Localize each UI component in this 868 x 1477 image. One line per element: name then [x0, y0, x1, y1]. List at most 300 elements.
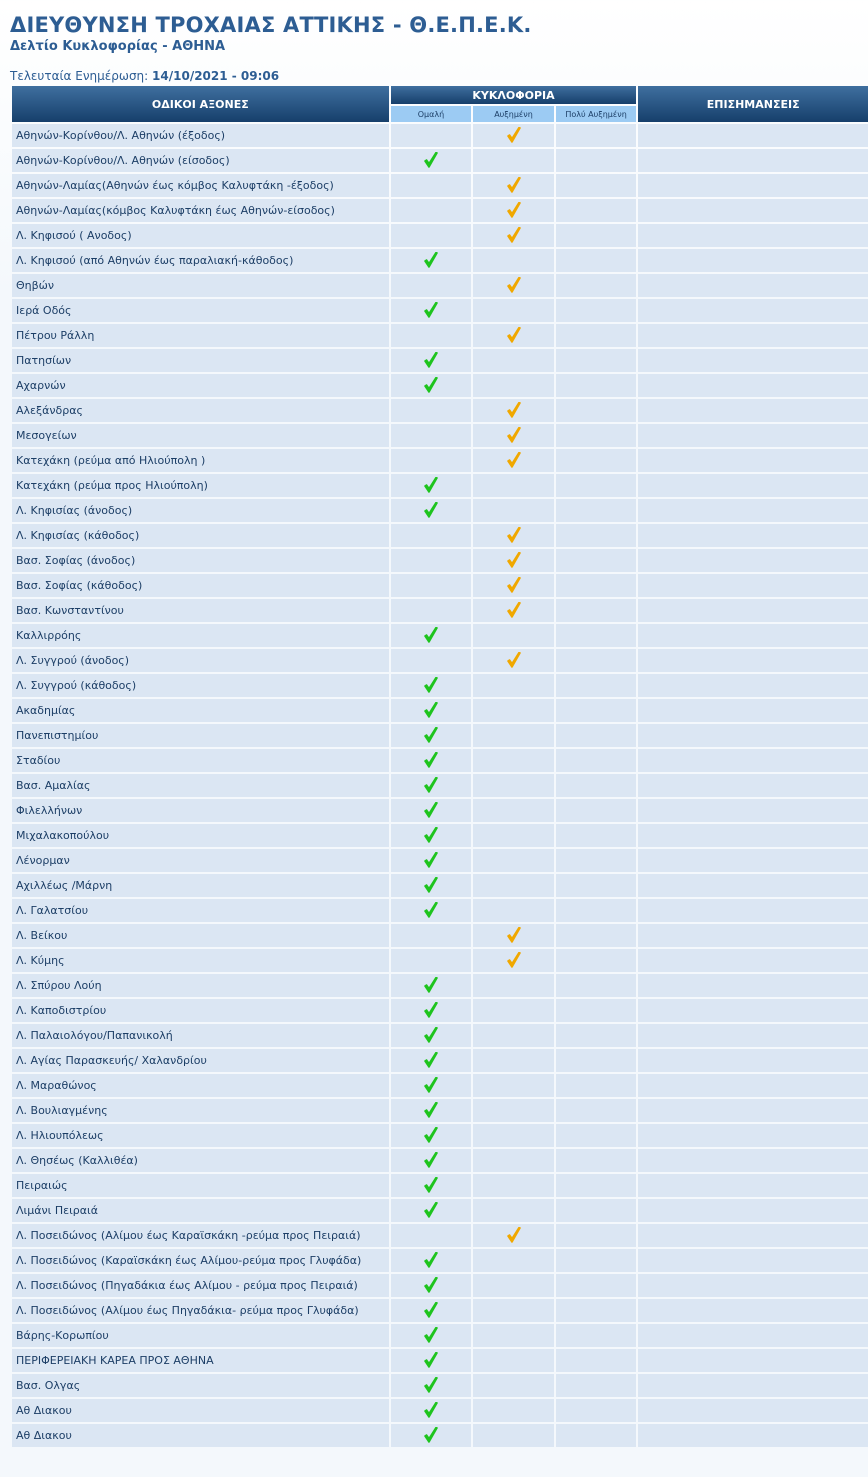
road-name: Βάρης-Κορωπίου — [12, 1324, 389, 1347]
status-cell-very — [556, 324, 637, 347]
road-name: Βασ. Ολγας — [12, 1374, 389, 1397]
green-check-icon — [424, 1102, 438, 1119]
status-cell-increased — [473, 574, 554, 597]
header-roads: ΟΔΙΚΟΙ ΑΞΟΝΕΣ — [12, 86, 389, 122]
status-cell-very — [556, 624, 637, 647]
orange-check-icon — [507, 452, 521, 469]
status-cell-very — [556, 1424, 637, 1447]
status-cell-normal — [391, 1224, 472, 1247]
green-check-icon — [424, 1052, 438, 1069]
status-cell-normal — [391, 824, 472, 847]
orange-check-icon — [507, 327, 521, 344]
status-cell-normal — [391, 1024, 472, 1047]
green-check-icon — [424, 877, 438, 894]
status-cell-very — [556, 199, 637, 222]
status-cell-very — [556, 1049, 637, 1072]
status-cell-normal — [391, 1099, 472, 1122]
page-header — [0, 0, 868, 83]
road-name: Λ. Ποσειδώνος (Αλίμου έως Πηγαδάκια- ρεύμα προς Γλυφάδα) — [12, 1299, 389, 1322]
road-name: Λ. Σπύρου Λούη — [12, 974, 389, 997]
status-cell-very — [556, 1149, 637, 1172]
status-cell-normal — [391, 649, 472, 672]
status-cell-normal — [391, 849, 472, 872]
status-cell-very — [556, 749, 637, 772]
notes-cell — [638, 174, 868, 197]
road-name: Λ. Μαραθώνος — [12, 1074, 389, 1097]
status-cell-increased — [473, 974, 554, 997]
road-name: Βασ. Κωνσταντίνου — [12, 599, 389, 622]
notes-cell — [638, 449, 868, 472]
table-row — [12, 874, 868, 897]
status-cell-normal — [391, 999, 472, 1022]
road-name: Λ. Συγγρού (κάθοδος) — [12, 674, 389, 697]
status-cell-normal — [391, 724, 472, 747]
orange-check-icon — [507, 427, 521, 444]
green-check-icon — [424, 777, 438, 794]
table-row — [12, 924, 868, 947]
notes-cell — [638, 274, 868, 297]
notes-cell — [638, 424, 868, 447]
green-check-icon — [424, 1352, 438, 1369]
notes-cell — [638, 399, 868, 422]
status-cell-very — [556, 1199, 637, 1222]
table-row — [12, 1249, 868, 1272]
table-row — [12, 999, 868, 1022]
status-cell-normal — [391, 174, 472, 197]
table-row — [12, 1424, 868, 1447]
green-check-icon — [424, 1077, 438, 1094]
status-cell-very — [556, 299, 637, 322]
orange-check-icon — [507, 177, 521, 194]
notes-cell — [638, 574, 868, 597]
table-row — [12, 1299, 868, 1322]
road-name: Βασ. Σοφίας (άνοδος) — [12, 549, 389, 572]
status-cell-very — [556, 1024, 637, 1047]
status-cell-increased — [473, 699, 554, 722]
status-cell-increased — [473, 1299, 554, 1322]
status-cell-increased — [473, 524, 554, 547]
notes-cell — [638, 599, 868, 622]
status-cell-normal — [391, 399, 472, 422]
orange-check-icon — [507, 277, 521, 294]
road-name: Λ. Ηλιουπόλεως — [12, 1124, 389, 1147]
notes-cell — [638, 1299, 868, 1322]
table-row — [12, 424, 868, 447]
notes-cell — [638, 1199, 868, 1222]
notes-cell — [638, 724, 868, 747]
status-cell-increased — [473, 324, 554, 347]
table-row — [12, 449, 868, 472]
status-cell-very — [556, 1224, 637, 1247]
status-cell-very — [556, 1249, 637, 1272]
status-cell-very — [556, 799, 637, 822]
notes-cell — [638, 1149, 868, 1172]
status-cell-increased — [473, 549, 554, 572]
status-cell-normal — [391, 599, 472, 622]
notes-cell — [638, 549, 868, 572]
road-name: Θηβών — [12, 274, 389, 297]
status-cell-normal — [391, 149, 472, 172]
notes-cell — [638, 749, 868, 772]
status-cell-normal — [391, 799, 472, 822]
road-name: Ιερά Οδός — [12, 299, 389, 322]
notes-cell — [638, 874, 868, 897]
status-cell-normal — [391, 924, 472, 947]
status-cell-increased — [473, 599, 554, 622]
status-cell-increased — [473, 1049, 554, 1072]
orange-check-icon — [507, 952, 521, 969]
table-row — [12, 1124, 868, 1147]
notes-cell — [638, 799, 868, 822]
notes-cell — [638, 199, 868, 222]
green-check-icon — [424, 1002, 438, 1019]
status-cell-very — [556, 599, 637, 622]
status-cell-normal — [391, 1149, 472, 1172]
status-cell-very — [556, 824, 637, 847]
road-name: Λ. Ποσειδώνος (Πηγαδάκια έως Αλίμου - ρεύμα προς Πειραιά) — [12, 1274, 389, 1297]
status-cell-normal — [391, 1249, 472, 1272]
status-cell-normal — [391, 349, 472, 372]
table-row — [12, 624, 868, 647]
green-check-icon — [424, 1427, 438, 1444]
notes-cell — [638, 499, 868, 522]
table-row — [12, 1274, 868, 1297]
green-check-icon — [424, 1152, 438, 1169]
orange-check-icon — [507, 927, 521, 944]
last-update — [10, 69, 868, 83]
table-row — [12, 174, 868, 197]
last-update-value: 14/10/2021 - 09:06 — [152, 69, 280, 83]
status-cell-increased — [473, 1274, 554, 1297]
table-row — [12, 824, 868, 847]
status-cell-increased — [473, 1324, 554, 1347]
green-check-icon — [424, 1377, 438, 1394]
traffic-rows — [12, 124, 868, 1447]
notes-cell — [638, 1024, 868, 1047]
road-name: Λιμάνι Πειραιά — [12, 1199, 389, 1222]
status-cell-increased — [473, 149, 554, 172]
status-cell-increased — [473, 1349, 554, 1372]
notes-cell — [638, 349, 868, 372]
status-cell-normal — [391, 124, 472, 147]
status-cell-normal — [391, 1349, 472, 1372]
orange-check-icon — [507, 577, 521, 594]
green-check-icon — [424, 1127, 438, 1144]
road-name: Πέτρου Ράλλη — [12, 324, 389, 347]
status-cell-increased — [473, 374, 554, 397]
notes-cell — [638, 649, 868, 672]
status-cell-very — [556, 1324, 637, 1347]
status-cell-normal — [391, 374, 472, 397]
notes-cell — [638, 974, 868, 997]
road-name: Λ. Συγγρού (άνοδος) — [12, 649, 389, 672]
table-row — [12, 249, 868, 272]
green-check-icon — [424, 802, 438, 819]
status-cell-very — [556, 1399, 637, 1422]
table-row — [12, 199, 868, 222]
status-cell-very — [556, 674, 637, 697]
notes-cell — [638, 999, 868, 1022]
green-check-icon — [424, 1302, 438, 1319]
orange-check-icon — [507, 202, 521, 219]
table-row — [12, 849, 868, 872]
notes-cell — [638, 224, 868, 247]
status-cell-normal — [391, 224, 472, 247]
status-cell-normal — [391, 1324, 472, 1347]
road-name: Καλλιρρόης — [12, 624, 389, 647]
status-cell-increased — [473, 724, 554, 747]
status-cell-increased — [473, 949, 554, 972]
table-row — [12, 674, 868, 697]
status-cell-normal — [391, 699, 472, 722]
status-cell-increased — [473, 499, 554, 522]
road-name: Μιχαλακοπούλου — [12, 824, 389, 847]
road-name: Αθηνών-Κορίνθου/Λ. Αθηνών (έξοδος) — [12, 124, 389, 147]
road-name: Αθ Διακου — [12, 1424, 389, 1447]
road-name: Λ. Βείκου — [12, 924, 389, 947]
status-cell-increased — [473, 1199, 554, 1222]
status-cell-very — [556, 574, 637, 597]
road-name: Κατεχάκη (ρεύμα από Ηλιούπολη ) — [12, 449, 389, 472]
green-check-icon — [424, 1177, 438, 1194]
notes-cell — [638, 1249, 868, 1272]
status-cell-normal — [391, 1199, 472, 1222]
notes-cell — [638, 674, 868, 697]
status-cell-very — [556, 549, 637, 572]
status-cell-very — [556, 1074, 637, 1097]
status-cell-very — [556, 999, 637, 1022]
status-cell-normal — [391, 1049, 472, 1072]
orange-check-icon — [507, 1227, 521, 1244]
status-cell-normal — [391, 674, 472, 697]
road-name: Λ. Βουλιαγμένης — [12, 1099, 389, 1122]
road-name: Λ. Κύμης — [12, 949, 389, 972]
table-row — [12, 374, 868, 397]
status-cell-normal — [391, 1299, 472, 1322]
status-cell-increased — [473, 1124, 554, 1147]
road-name: Λ. Κηφισού (από Αθηνών έως παραλιακή-κάθοδος) — [12, 249, 389, 272]
orange-check-icon — [507, 652, 521, 669]
notes-cell — [638, 1324, 868, 1347]
table-row — [12, 1399, 868, 1422]
table-row — [12, 124, 868, 147]
status-cell-increased — [473, 924, 554, 947]
notes-cell — [638, 1099, 868, 1122]
table-row — [12, 799, 868, 822]
status-cell-normal — [391, 499, 472, 522]
status-cell-increased — [473, 249, 554, 272]
status-cell-very — [556, 249, 637, 272]
green-check-icon — [424, 627, 438, 644]
status-cell-very — [556, 274, 637, 297]
header-increased: Αυξημένη — [473, 106, 554, 122]
road-name: Σταδίου — [12, 749, 389, 772]
status-cell-increased — [473, 774, 554, 797]
table-row — [12, 899, 868, 922]
status-cell-normal — [391, 549, 472, 572]
status-cell-very — [556, 474, 637, 497]
page-title: ΔΙΕΥΘΥΝΣΗ ΤΡΟΧΑΙΑΣ ΑΤΤΙΚΗΣ - Θ.Ε.Π.Ε.Κ. — [10, 13, 532, 37]
notes-cell — [638, 124, 868, 147]
status-cell-very — [556, 949, 637, 972]
notes-cell — [638, 1049, 868, 1072]
status-cell-very — [556, 149, 637, 172]
status-cell-very — [556, 1124, 637, 1147]
notes-cell — [638, 824, 868, 847]
table-row — [12, 524, 868, 547]
green-check-icon — [424, 727, 438, 744]
road-name: ΠΕΡΙΦΕΡΕΙΑΚΗ ΚΑΡΕΑ ΠΡΟΣ ΑΘΗΝΑ — [12, 1349, 389, 1372]
status-cell-increased — [473, 199, 554, 222]
road-name: Αθηνών-Κορίνθου/Λ. Αθηνών (είσοδος) — [12, 149, 389, 172]
status-cell-very — [556, 349, 637, 372]
table-row — [12, 749, 868, 772]
status-cell-increased — [473, 874, 554, 897]
status-cell-normal — [391, 324, 472, 347]
notes-cell — [638, 299, 868, 322]
status-cell-increased — [473, 399, 554, 422]
status-cell-increased — [473, 1099, 554, 1122]
table-row — [12, 324, 868, 347]
status-cell-very — [556, 1174, 637, 1197]
status-cell-increased — [473, 1399, 554, 1422]
green-check-icon — [424, 352, 438, 369]
notes-cell — [638, 899, 868, 922]
green-check-icon — [424, 827, 438, 844]
status-cell-normal — [391, 1274, 472, 1297]
traffic-table — [10, 84, 868, 1449]
status-cell-increased — [473, 124, 554, 147]
table-row — [12, 724, 868, 747]
status-cell-very — [556, 424, 637, 447]
status-cell-very — [556, 774, 637, 797]
status-cell-normal — [391, 1374, 472, 1397]
green-check-icon — [424, 1402, 438, 1419]
table-row — [12, 774, 868, 797]
orange-check-icon — [507, 402, 521, 419]
notes-cell — [638, 374, 868, 397]
notes-cell — [638, 524, 868, 547]
road-name: Αθηνών-Λαμίας(Αθηνών έως κόμβος Καλυφτάκη -έξοδος) — [12, 174, 389, 197]
orange-check-icon — [507, 602, 521, 619]
table-row — [12, 1224, 868, 1247]
status-cell-normal — [391, 449, 472, 472]
green-check-icon — [424, 1327, 438, 1344]
orange-check-icon — [507, 552, 521, 569]
status-cell-very — [556, 974, 637, 997]
green-check-icon — [424, 302, 438, 319]
green-check-icon — [424, 1252, 438, 1269]
status-cell-increased — [473, 674, 554, 697]
table-row — [12, 974, 868, 997]
road-name: Βασ. Αμαλίας — [12, 774, 389, 797]
notes-cell — [638, 1424, 868, 1447]
status-cell-increased — [473, 1149, 554, 1172]
header-very-increased: Πολύ Αυξημένη — [556, 106, 637, 122]
status-cell-increased — [473, 424, 554, 447]
green-check-icon — [424, 477, 438, 494]
status-cell-increased — [473, 1174, 554, 1197]
notes-cell — [638, 849, 868, 872]
green-check-icon — [424, 902, 438, 919]
notes-cell — [638, 324, 868, 347]
status-cell-very — [556, 124, 637, 147]
status-cell-normal — [391, 574, 472, 597]
road-name: Μεσογείων — [12, 424, 389, 447]
status-cell-very — [556, 1349, 637, 1372]
status-cell-increased — [473, 1249, 554, 1272]
page-subtitle: Δελτίο Κυκλοφορίας - ΑΘΗΝΑ — [10, 39, 226, 54]
status-cell-very — [556, 1374, 637, 1397]
table-row — [12, 1024, 868, 1047]
green-check-icon — [424, 152, 438, 169]
status-cell-normal — [391, 1174, 472, 1197]
notes-cell — [638, 1374, 868, 1397]
status-cell-very — [556, 174, 637, 197]
notes-cell — [638, 949, 868, 972]
table-row — [12, 1149, 868, 1172]
status-cell-very — [556, 899, 637, 922]
road-name: Λ. Ποσειδώνος (Αλίμου έως Καραϊσκάκη -ρεύμα προς Πειραιά) — [12, 1224, 389, 1247]
road-name: Λ. Κηφισίας (άνοδος) — [12, 499, 389, 522]
green-check-icon — [424, 252, 438, 269]
status-cell-very — [556, 1274, 637, 1297]
status-cell-normal — [391, 474, 472, 497]
status-cell-normal — [391, 749, 472, 772]
status-cell-increased — [473, 299, 554, 322]
table-row — [12, 474, 868, 497]
table-row — [12, 1324, 868, 1347]
green-check-icon — [424, 677, 438, 694]
status-cell-increased — [473, 649, 554, 672]
road-name: Πατησίων — [12, 349, 389, 372]
table-row — [12, 649, 868, 672]
status-cell-very — [556, 374, 637, 397]
orange-check-icon — [507, 227, 521, 244]
notes-cell — [638, 149, 868, 172]
green-check-icon — [424, 502, 438, 519]
table-row — [12, 274, 868, 297]
orange-check-icon — [507, 527, 521, 544]
status-cell-increased — [473, 849, 554, 872]
table-row — [12, 149, 868, 172]
status-cell-increased — [473, 274, 554, 297]
green-check-icon — [424, 1027, 438, 1044]
header-notes: ΕΠΙΣΗΜΑΝΣΕΙΣ — [638, 86, 868, 122]
status-cell-increased — [473, 1374, 554, 1397]
status-cell-normal — [391, 1424, 472, 1447]
status-cell-increased — [473, 899, 554, 922]
notes-cell — [638, 1174, 868, 1197]
road-name: Λ. Γαλατσίου — [12, 899, 389, 922]
status-cell-very — [556, 649, 637, 672]
road-name: Λ. Κηφισού ( Ανοδος) — [12, 224, 389, 247]
table-row — [12, 224, 868, 247]
status-cell-normal — [391, 299, 472, 322]
table-row — [12, 299, 868, 322]
status-cell-very — [556, 1299, 637, 1322]
status-cell-normal — [391, 949, 472, 972]
status-cell-increased — [473, 349, 554, 372]
table-row — [12, 599, 868, 622]
status-cell-normal — [391, 874, 472, 897]
notes-cell — [638, 624, 868, 647]
table-row — [12, 499, 868, 522]
road-name: Φιλελλήνων — [12, 799, 389, 822]
table-row — [12, 349, 868, 372]
status-cell-increased — [473, 1424, 554, 1447]
table-row — [12, 1049, 868, 1072]
